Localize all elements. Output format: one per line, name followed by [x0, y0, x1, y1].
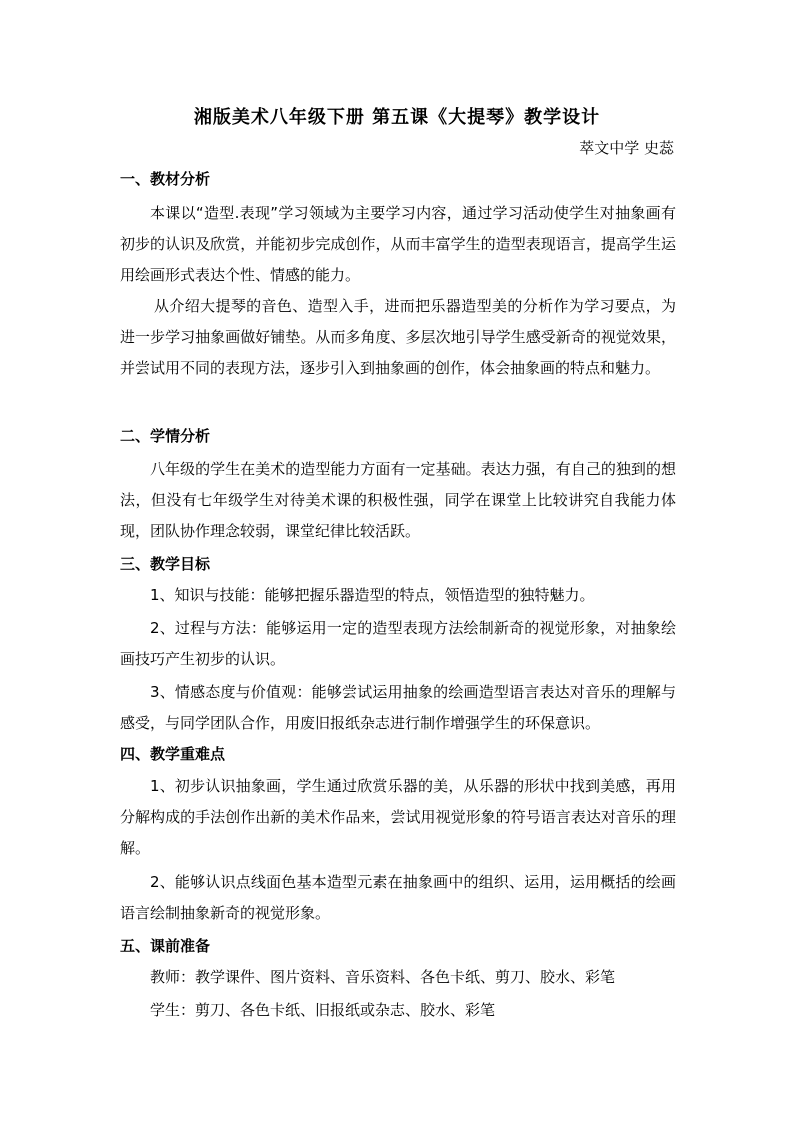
paragraph: 2、过程与方法：能够运用一定的造型表现方法绘制新奇的视觉形象，对抽象绘画技巧产生初步的认识。: [120, 619, 676, 668]
paragraph: 3、情感态度与价值观：能够尝试运用抽象的绘画造型语言表达对音乐的理解与感受，与同学团队合作，用废旧报纸杂志进行制作增强学生的环保意识。: [120, 683, 676, 732]
paragraph: 从介绍大提琴的音色、造型入手，进而把乐器造型美的分析作为学习要点，为进一步学习抽象画做好铺垫。从而多角度、多层次地引导学生感受新奇的视觉效果，并尝试用不同的表现方法，逐步引入到抽象画的创作，体会抽象画的特点和魅力。: [120, 297, 676, 377]
section-heading: 二、学情分析: [120, 427, 211, 445]
section-heading: 四、教学重难点: [120, 745, 226, 763]
paragraph: 1、初步认识抽象画，学生通过欣赏乐器的美，从乐器的形状中找到美感，再用分解构成的手法创作出新的美术作品来，尝试用视觉形象的符号语言表达对音乐的理解。: [120, 777, 676, 857]
document-author: 萃文中学 史蕊: [579, 139, 674, 157]
document-title: 湘版美术八年级下册 第五课《大提琴》教学设计: [193, 107, 601, 128]
paragraph: 2、能够认识点线面色基本造型元素在抽象画中的组织、运用，运用概括的绘画语言绘制抽象新奇的视觉形象。: [120, 873, 676, 922]
section-heading: 一、教材分析: [120, 170, 211, 188]
paragraph: 八年级的学生在美术的造型能力方面有一定基础。表达力强，有自己的独到的想法，但没有七年级学生对待美术课的积极性强，同学在课堂上比较讲究自我能力体现，团队协作理念较弱，课堂纪律比较活跃。: [120, 460, 676, 540]
paragraph: 1、知识与技能：能够把握乐器造型的特点，领悟造型的独特魅力。: [150, 586, 595, 604]
paragraph: 学生：剪刀、各色卡纸、旧报纸或杂志、胶水、彩笔: [150, 1001, 496, 1019]
section-heading: 五、课前准备: [120, 937, 211, 955]
paragraph: 教师：教学课件、图片资料、音乐资料、各色卡纸、剪刀、胶水、彩笔: [150, 968, 616, 986]
section-heading: 三、教学目标: [120, 555, 211, 573]
paragraph: 本课以“造型.表现”学习领域为主要学习内容，通过学习活动使学生对抽象画有初步的认识及欣赏，并能初步完成创作，从而丰富学生的造型表现语言，提高学生运用绘画形式表达个性、情感的能力。: [120, 204, 676, 284]
